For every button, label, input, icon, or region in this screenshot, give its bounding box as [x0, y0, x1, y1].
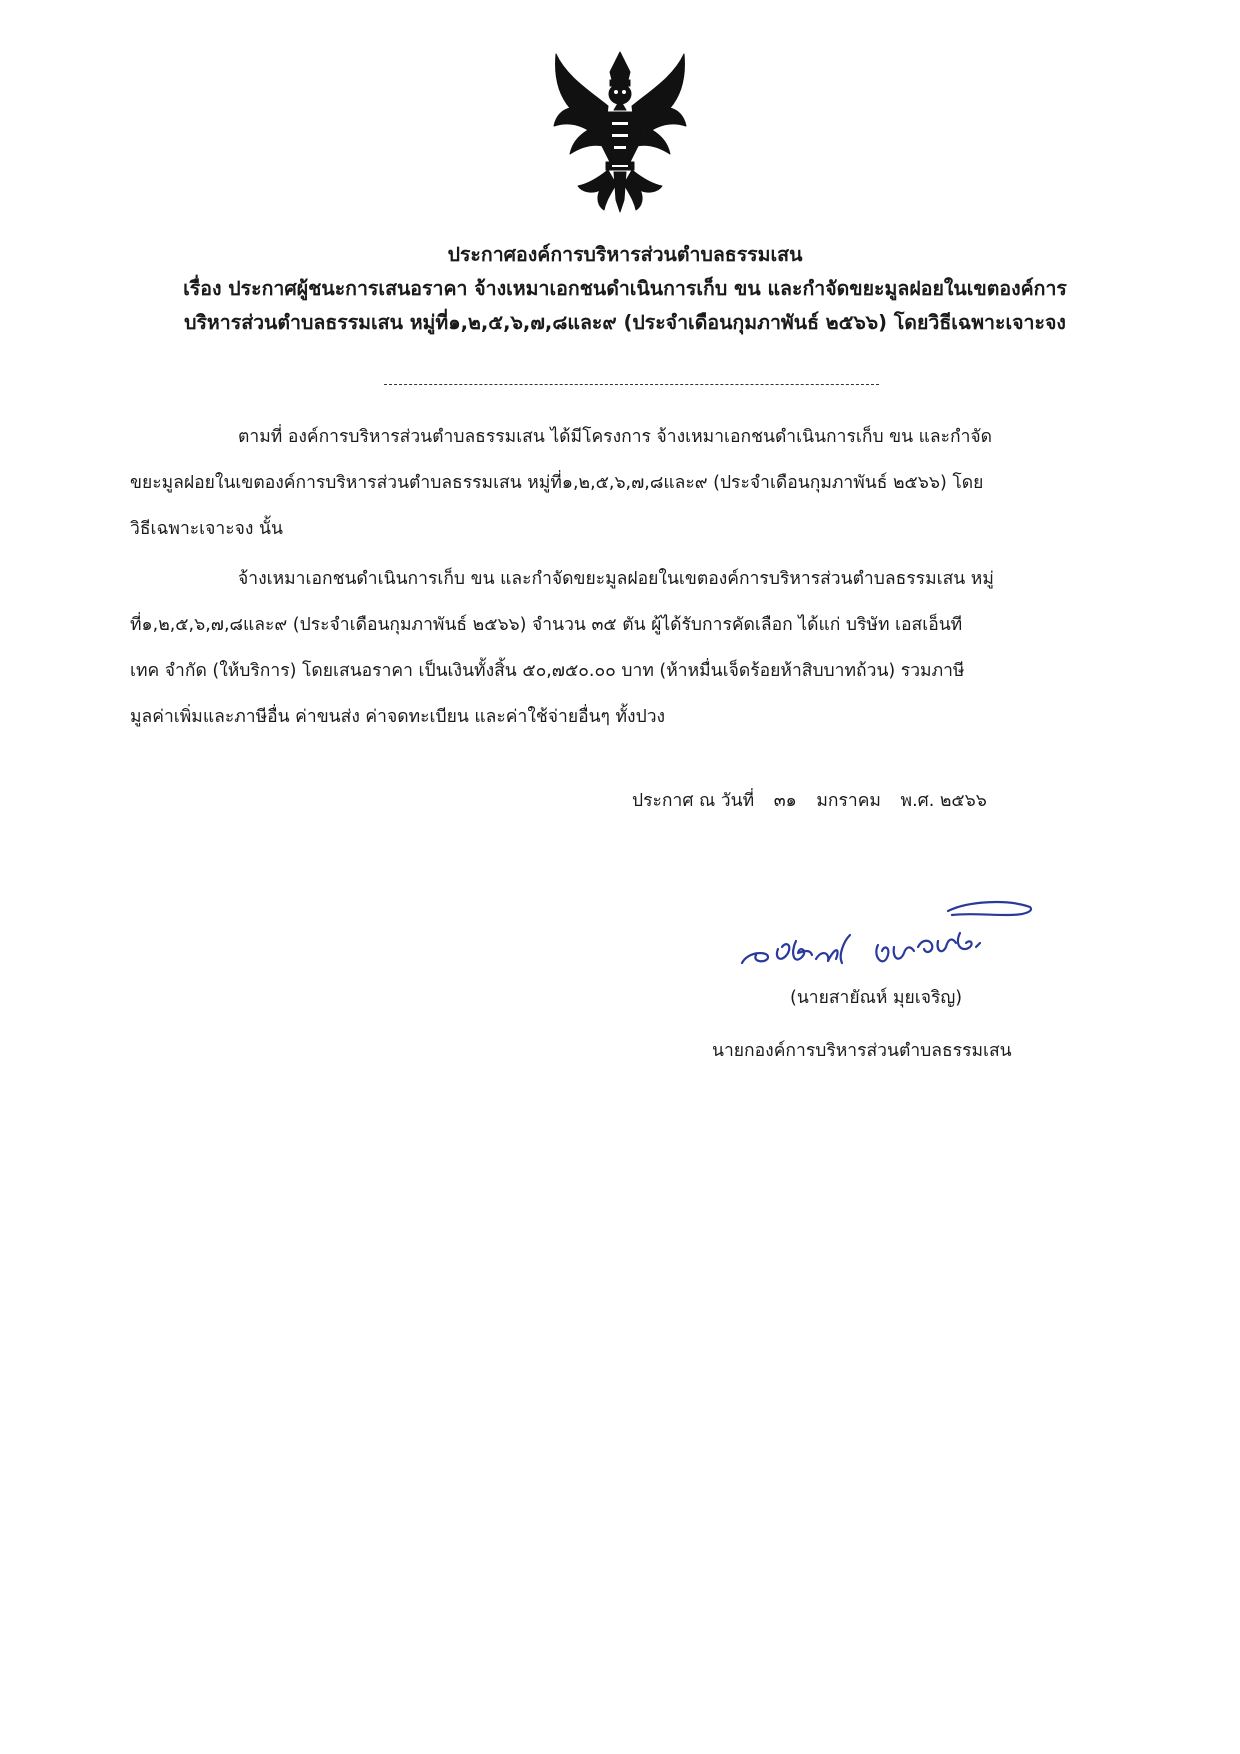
date-month: มกราคม: [816, 791, 881, 811]
paragraph-1-line: วิธีเฉพาะเจาะจง นั้น: [130, 519, 283, 539]
date-prefix: ประกาศ ณ วันที่: [632, 791, 755, 811]
paragraph-1-line: ขยะมูลฝอยในเขตองค์การบริหารส่วนตำบลธรรมเสน หมู่ที่๑,๒,๕,๖,๗,๘และ๙ (ประจำเดือนกุมภาพันธ์ ๒๕๖๖) โดย: [130, 473, 984, 493]
signer-position: นายกองค์การบริหารส่วนตำบลธรรมเสน: [712, 1041, 1012, 1061]
paragraph-1-line: ตามที่ องค์การบริหารส่วนตำบลธรรมเสน ได้มีโครงการ จ้างเหมาเอกชนดำเนินการเก็บ ขน และกำจัด: [238, 427, 993, 447]
date-day: ๓๑: [773, 791, 797, 811]
garuda-emblem-icon: [548, 50, 692, 214]
announcement-date: [632, 786, 1001, 814]
subject-line-2: บริหารส่วนตำบลธรรมเสน หมู่ที่๑,๒,๕,๖,๗,๘และ๙ (ประจำเดือนกุมภาพันธ์ ๒๕๖๖) โดยวิธีเฉพาะเจาะจง: [184, 311, 1066, 334]
paragraph-2-line: จ้างเหมาเอกชนดำเนินการเก็บ ขน และกำจัดขยะมูลฝอยในเขตองค์การบริหารส่วนตำบลธรรมเสน หมู่: [238, 569, 994, 589]
handwritten-signature: [738, 893, 1038, 973]
announcement-title: [130, 238, 1120, 340]
subject-line-1: เรื่อง ประกาศผู้ชนะการเสนอราคา จ้างเหมาเอกชนดำเนินการเก็บ ขน และกำจัดขยะมูลฝอยในเขตองค์การ: [183, 277, 1067, 300]
paragraph-2-line: มูลค่าเพิ่มและภาษีอื่น ค่าขนส่ง ค่าจดทะเบียน และค่าใช้จ่ายอื่นๆ ทั้งปวง: [130, 707, 666, 727]
date-year: พ.ศ. ๒๕๖๖: [900, 791, 987, 811]
body-paragraph-2: [130, 556, 1120, 740]
organization-heading: ประกาศองค์การบริหารส่วนตำบลธรรมเสน: [447, 243, 803, 266]
title-separator: [384, 384, 879, 385]
paragraph-2-line: ที่๑,๒,๕,๖,๗,๘และ๙ (ประจำเดือนกุมภาพันธ์ ๒๕๖๖) จำนวน ๓๕ ตัน ผู้ได้รับการคัดเลือก ได้แก่ บริษัท เอสเอ็นที: [130, 615, 963, 635]
signer-name: (นายสายัณห์ มุยเจริญ): [790, 988, 963, 1008]
paragraph-2-line: เทค จำกัด (ให้บริการ) โดยเสนอราคา เป็นเงินทั้งสิ้น ๕๐,๗๕๐.๐๐ บาท (ห้าหมื่นเจ็ดร้อยห้าสิบบาทถ้วน) รวมภาษี: [130, 661, 965, 681]
body-paragraph-1: [130, 414, 1120, 552]
